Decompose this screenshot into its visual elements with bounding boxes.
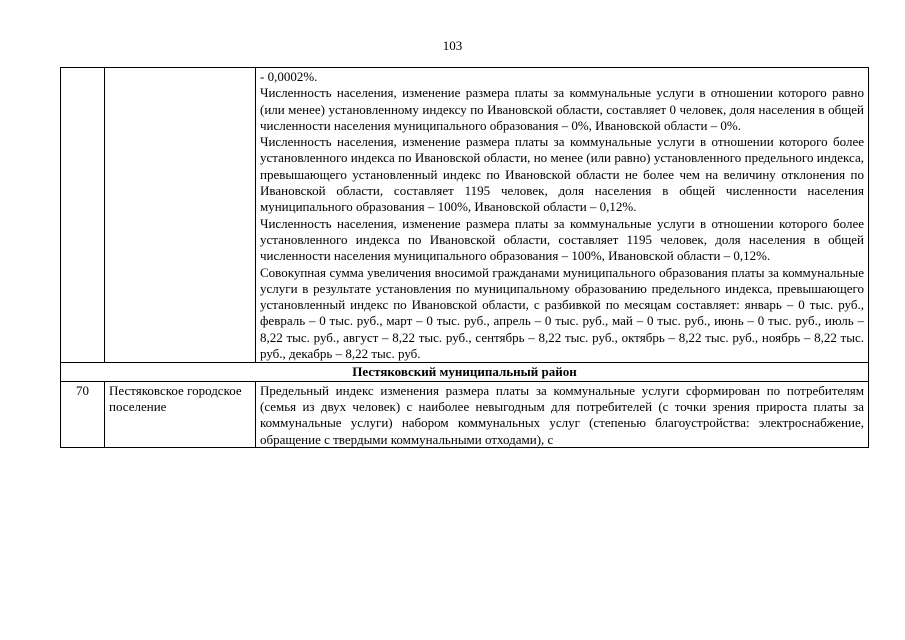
paragraph: Численность населения, изменение размера платы за коммунальные услуги в отношении которого более установленного индекса по Ивановской области, но менее (или равно) установленного предельного индекса, превышающего установленный индекс по Ивановской области не более чем на величину отклонения по Ивановской области, составляет 1195 человек, доля населения в общей численности населения муниципального образования – 100%, Ивановской области – 0,12%. (260, 134, 864, 215)
section-heading-row (61, 363, 869, 381)
paragraph: Численность населения, изменение размера платы за коммунальные услуги в отношении которого равно (или менее) установленному индексу по Ивановской области, составляет 0 человек, доля населения в общей численности населения муниципального образования – 0%, Ивановской области – 0%. (260, 85, 864, 133)
description-cell (256, 68, 869, 363)
name-cell-empty (105, 68, 256, 363)
table-row-continuation (61, 68, 869, 363)
document-table (60, 67, 869, 448)
row-number: 70 (61, 381, 105, 447)
page-number: 103 (442, 38, 463, 53)
description-cell (256, 381, 869, 447)
municipality-name: Пестяковское городское поселение (105, 381, 256, 447)
section-heading: Пестяковский муниципальный район (61, 363, 869, 381)
table-row-entry (61, 381, 869, 447)
number-cell-empty (61, 68, 105, 363)
paragraph: Совокупная сумма увеличения вносимой гражданами муниципального образования платы за коммунальные услуги в результате установления по муниципальному образованию предельного индекса, превышающего установленный индекс по Ивановской области, с разбивкой по месяцам составляет: январь – 0 тыс. руб., февраль – 0 тыс. руб., март – 0 тыс. руб., апрель – 0 тыс. руб., май – 0 тыс. руб., июнь – 0 тыс. руб., июль – 8,22 тыс. руб., август – 8,22 тыс. руб., сентябрь – 8,22 тыс. руб., октябрь – 8,22 тыс. руб., ноябрь – 8,22 тыс. руб., декабрь – 8,22 тыс. руб. (260, 264, 864, 362)
paragraph: Предельный индекс изменения размера платы за коммунальные услуги сформирован по потребителям (семья из двух человек) с наиболее невыгодным для потребителей (с точки зрения прироста платы за коммунальные услуги) набором коммунальных услуг (степенью благоустройства: электроснабжение, обращение с твердыми коммунальными отходами), с (260, 382, 864, 447)
paragraph: Численность населения, изменение размера платы за коммунальные услуги в отношении которого более установленного индекса по Ивановской области, составляет 1195 человек, доля населения в общей численности населения муниципального образования – 100%, Ивановской области – 0,12%. (260, 215, 864, 264)
paragraph: - 0,0002%. (260, 69, 318, 84)
